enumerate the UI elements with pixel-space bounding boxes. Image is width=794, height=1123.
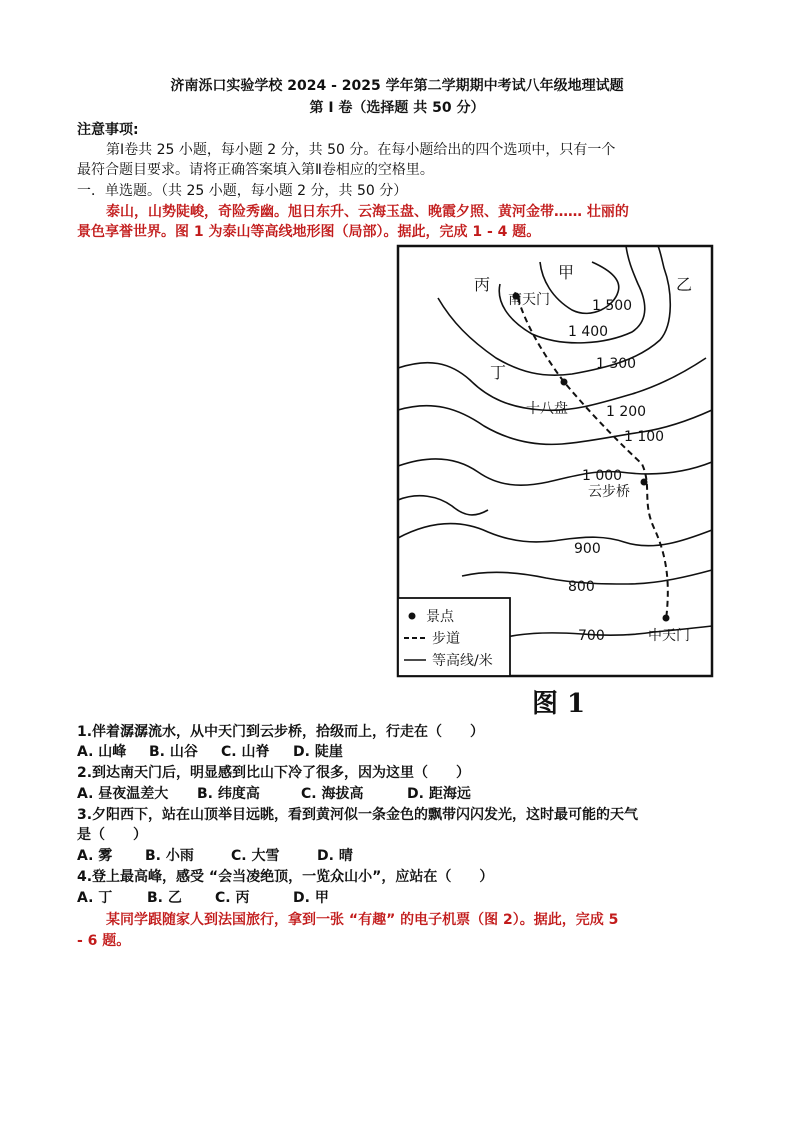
q3-option-a[interactable]: A. 雾 [77,848,113,864]
value-1100: 1 100 [624,429,665,445]
question-4-stem: 4.登上最高峰，感受 “会当凌绝顶，一览众山小”，应站在（ ） [77,869,494,885]
section2-intro-line2: - 6 题。 [77,933,131,949]
question-2-stem: 2.到达南天门后，明显感到比山下冷了很多，因为这里（ ） [77,765,471,781]
label-yi: 乙 [676,275,693,294]
scenic-point-yunbuqiao [641,479,648,486]
label-nantianmen: 南天门 [508,292,550,308]
q4-option-b[interactable]: B. 乙 [147,890,182,906]
question-3-stem-line1: 3.夕阳西下，站在山顶举目远眺，看到黄河似一条金色的飘带闪闪发光，这时最可能的天气 [77,807,639,823]
question-1-stem: 1.伴着潺潺流水，从中天门到云步桥，拾级而上，行走在（ ） [77,724,485,740]
value-1000: 1 000 [582,468,623,484]
intro-line-1: 泰山，山势陡峻，奇险秀幽。旭日东升、云海玉盘、晚霞夕照、黄河金带…… 壮丽的 [106,204,629,220]
legend-scenic-point: 景点 [426,609,454,625]
value-1500: 1 500 [592,298,633,314]
scenic-point-shibapan [561,379,568,386]
q3-option-c[interactable]: C. 大雪 [231,848,280,864]
q1-option-d[interactable]: D. 陡崖 [293,744,343,760]
exam-title: 济南泺口实验学校 2024 - 2025 学年第二学期期中考试八年级地理试题 [170,78,624,94]
label-jia: 甲 [558,263,575,282]
q2-option-a[interactable]: A. 昼夜温差大 [77,786,169,802]
section2-intro-line1: 某同学跟随家人到法国旅行，拿到一张 “有趣” 的电子机票（图 2）。据此，完成 5 [106,912,619,928]
label-yunbuqiao: 云步桥 [588,484,630,500]
figure-caption: 图 1 [532,689,586,719]
question-2-options [77,784,503,804]
q2-option-d[interactable]: D. 距海远 [407,786,471,802]
q2-option-b[interactable]: B. 纬度高 [197,786,260,802]
value-1300: 1 300 [596,356,637,372]
q4-option-c[interactable]: C. 丙 [215,890,250,906]
scenic-point-zhongtianmen [663,615,670,622]
section-heading: 一．单选题。（共 25 小题，每小题 2 分，共 50 分） [77,183,408,199]
map-legend [398,598,510,676]
label-ding: 丁 [490,363,507,382]
q1-option-a[interactable]: A. 山峰 [77,744,127,760]
label-bing: 丙 [474,275,491,294]
volume-subtitle: 第 Ⅰ 卷（选择题 共 50 分） [309,100,485,116]
legend-trail: 步道 [432,631,460,647]
q3-option-d[interactable]: D. 晴 [317,848,353,864]
value-700: 700 [578,628,605,644]
notice-line-1: 第Ⅰ卷共 25 小题，每小题 2 分，共 50 分。在每小题给出的四个选项中，只有一个 [106,142,616,158]
label-zhongtianmen: 中天门 [648,628,690,644]
question-1-options [77,742,365,762]
value-1200: 1 200 [606,404,647,420]
value-1400: 1 400 [568,324,609,340]
q1-option-c[interactable]: C. 山脊 [221,744,270,760]
value-900: 900 [574,541,601,557]
q1-option-b[interactable]: B. 山谷 [149,744,198,760]
q4-option-a[interactable]: A. 丁 [77,890,113,906]
q3-option-b[interactable]: B. 小雨 [145,848,194,864]
notice-line-2: 最符合题目要求。请将正确答案填入第Ⅱ卷相应的空格里。 [77,162,434,178]
q2-option-c[interactable]: C. 海拔高 [301,786,364,802]
label-shibapan: 十八盘 [526,401,568,417]
value-800: 800 [568,579,595,595]
notice-label: 注意事项: [77,122,139,138]
question-4-options [77,888,353,908]
question-3-options [77,846,377,866]
intro-line-2: 景色享誉世界。图 1 为泰山等高线地形图（局部）。据此，完成 1 - 4 题。 [77,224,541,240]
question-3-stem-line2: 是（ ） [77,827,147,843]
contour-map-figure [392,240,720,720]
q4-option-d[interactable]: D. 甲 [293,890,329,906]
legend-contour: 等高线/米 [432,653,493,669]
legend-point-symbol [409,613,416,620]
